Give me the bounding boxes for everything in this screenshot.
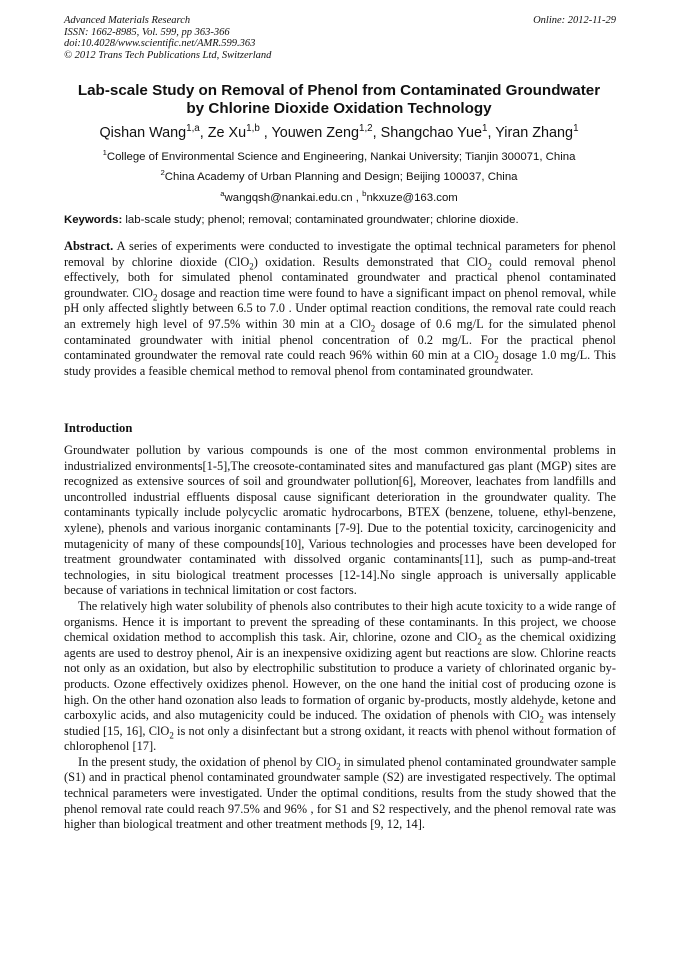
- abstract-paragraph: [64, 239, 616, 379]
- paragraph-text: In the present study, the oxidation of phenol by ClO: [78, 754, 337, 769]
- intro-paragraph-1: Groundwater pollution by various compounds is one of the most common environmental problems in industrialized environments[1-5],The creosote-contaminated sites and manufactured gas plant (MGP) sites are recognized as extensive sources of soil and groundwater pollution[6], Moreover, leachates from landfills and uncontrolled industrial effluents disposal cause significant deterioration in the groundwater quality. The contaminants typically include polycyclic aromatic hydrocarbons, BTEX (benzene, toluene, ethyl-benzene, xylene), phenols and various inorganic contaminants [7-9]. Due to the potential toxicity, carcinogenicity and mutagenicity of many of these compounds[10], Various technologies and processes have been developed for treatment groundwater contaminated with dissolved organic contaminants[11], such as pump-and-treat technologies, in situ biological treatment processes [12-14].No single approach is universally applicable because of variations in technical limitation or cost factors.: [64, 443, 616, 598]
- keywords-text: lab-scale study; phenol; removal; contaminated groundwater; chlorine dioxide.: [125, 214, 519, 226]
- abstract-text: dosage 1.0 mg/L. This study provides a feasible chemical method to removal phenol from contaminated groundwater.: [64, 348, 616, 378]
- abstract-text: ) oxidation. Results demonstrated that ClO: [253, 254, 488, 269]
- abstract-label: Abstract.: [64, 239, 114, 253]
- subscript: 2: [336, 761, 341, 772]
- abstract-text: dosage and reaction time were found to have a significant impact on phenol removal, while pH only affected slightly between 6.5 to 7.0 . Under optimal reaction conditions, the removal rate could reach an extremely high level of 97.5% within 30 min at a ClO: [64, 285, 616, 331]
- author-affiliation-mark: 1: [573, 123, 579, 135]
- title-line-2: by Chlorine Dioxide Oxidation Technology: [186, 100, 492, 117]
- keywords: [64, 213, 616, 227]
- paragraph-text: as the chemical oxidizing agents are used to destroy phenol, Air is an inexpensive oxidizing agent but reactions are slow. Chlorine reacts not only as an oxidation, but also by electrophilic substitution to produce a variety of chlorinated organic by-products. Ozone effectively oxidizes phenol. However, on the one hand the initial cost of producing ozone is high. On the other hand ozonation also leads to formation of organic by-products, mostly aldehyde, ketone and carboxylic acids, and also mutagenicity could be induced. The oxidation of phenols with ClO: [64, 630, 616, 723]
- abstract-text: dosage of 0.6 mg/L for the simulated phenol contaminated groundwater with initial phenol concentration of 0.2 mg/L. For the practical phenol contaminated groundwater the removal rate could reach 96% within 60 min at a ClO: [64, 316, 616, 363]
- paper-title: [40, 82, 638, 118]
- introduction-body: [64, 443, 616, 833]
- abstract: [64, 239, 616, 379]
- email-mark: b: [362, 189, 367, 199]
- email-separator: ,: [352, 192, 363, 204]
- title-line-1: Lab-scale Study on Removal of Phenol from Contaminated Groundwater: [77, 82, 601, 99]
- subscript: 2: [169, 730, 174, 741]
- email-address[interactable]: nkxuze@163.com: [366, 192, 458, 204]
- email-mark: a: [220, 189, 225, 199]
- journal-name: Advanced Materials Research: [64, 15, 191, 26]
- affiliation-1: [30, 150, 648, 164]
- author-name: Qishan Wang: [99, 125, 187, 141]
- paragraph-text: The relatively high water solubility of phenols also contributes to their high acute toxicity to a wide range of organisms. Hence it is important to prevent the spreading of these contaminants. In this project, we choose chemical oxidation method to accomplish this task. Air, chlorine, ozone and ClO: [64, 598, 616, 645]
- subscript: 2: [477, 636, 482, 647]
- abstract-text: A series of experiments were conducted to investigate the optimal technical parameters for phenol removal by chlorine dioxide (ClO: [64, 239, 616, 269]
- author-list: Qishan Wang$^{1,a}$, Ze Xu$^{1,b}$ , Youwen Zeng$^{1,2}$, Shangchao Yue$^1$, Yiran Zhang$^1$: [99, 123, 579, 141]
- issn-line: ISSN: 1662-8985, Vol. 599, pp 363-366: [64, 26, 230, 38]
- author-name: Ze Xu: [207, 125, 247, 141]
- author-affiliation-mark: 1,b: [246, 123, 260, 135]
- abstract-text: could removal phenol effectively, both for simulated phenol contaminated groundwater and practical phenol contaminated groundwater. ClO: [64, 254, 616, 300]
- affiliation-text: College of Environmental Science and Engineering, Nankai University; Tianjin 300071, China: [106, 151, 576, 163]
- paragraph-text: in simulated phenol contaminated groundwater sample (S1) and in practical phenol contaminated groundwater sample (S2) are investigated respectively. The optimal technical parameters were investigated. Under the optimal conditions, results from the study showed that the phenol removal rate could reach 97.5% and 96% , for S1 and S2 respectively, and the phenol removal rate was higher than biological treatment and other treatment methods [9, 12, 14].: [64, 754, 616, 832]
- subscript: 2: [370, 323, 376, 334]
- subscript: 2: [494, 354, 499, 365]
- doi-line: doi:10.4028/www.scientific.net/AMR.599.363: [64, 38, 256, 49]
- paragraph-text: is not only a disinfectant but a strong oxidant, it reacts with phenol without formation of chlorophenol [17].: [64, 723, 616, 754]
- author-affiliation-mark: 1: [481, 123, 488, 135]
- affiliation-2: [30, 170, 648, 184]
- author-affiliation-mark: 1,a: [186, 123, 200, 135]
- copyright-line: © 2012 Trans Tech Publications Ltd, Switzerland: [64, 49, 272, 61]
- email-address[interactable]: wangqsh@nankai.edu.cn: [224, 192, 353, 204]
- intro-paragraph-2: [64, 599, 616, 755]
- author-name: Youwen Zeng: [271, 125, 359, 141]
- online-date: Online: 2012-11-29: [533, 15, 616, 26]
- journal-header: [64, 15, 616, 61]
- contact-emails: [30, 191, 648, 205]
- subscript: 2: [152, 292, 158, 303]
- author-affiliation-mark: 1,2: [359, 123, 373, 135]
- affiliation-text: China Academy of Urban Planning and Design; Beijing 100037, China: [164, 171, 518, 183]
- author-name: Yiran Zhang: [495, 125, 574, 141]
- affiliation-mark: 1: [102, 148, 107, 158]
- paragraph-text: was intensely studied [15, 16], ClO: [64, 708, 616, 738]
- subscript: 2: [539, 714, 544, 725]
- subscript: 2: [487, 261, 492, 272]
- subscript: 2: [249, 261, 254, 272]
- keywords-label: Keywords:: [64, 214, 123, 226]
- author-name: Shangchao Yue: [380, 125, 482, 141]
- intro-paragraph-3: [64, 755, 616, 833]
- section-heading-introduction: Introduction: [64, 421, 133, 435]
- affiliation-mark: 2: [160, 168, 165, 178]
